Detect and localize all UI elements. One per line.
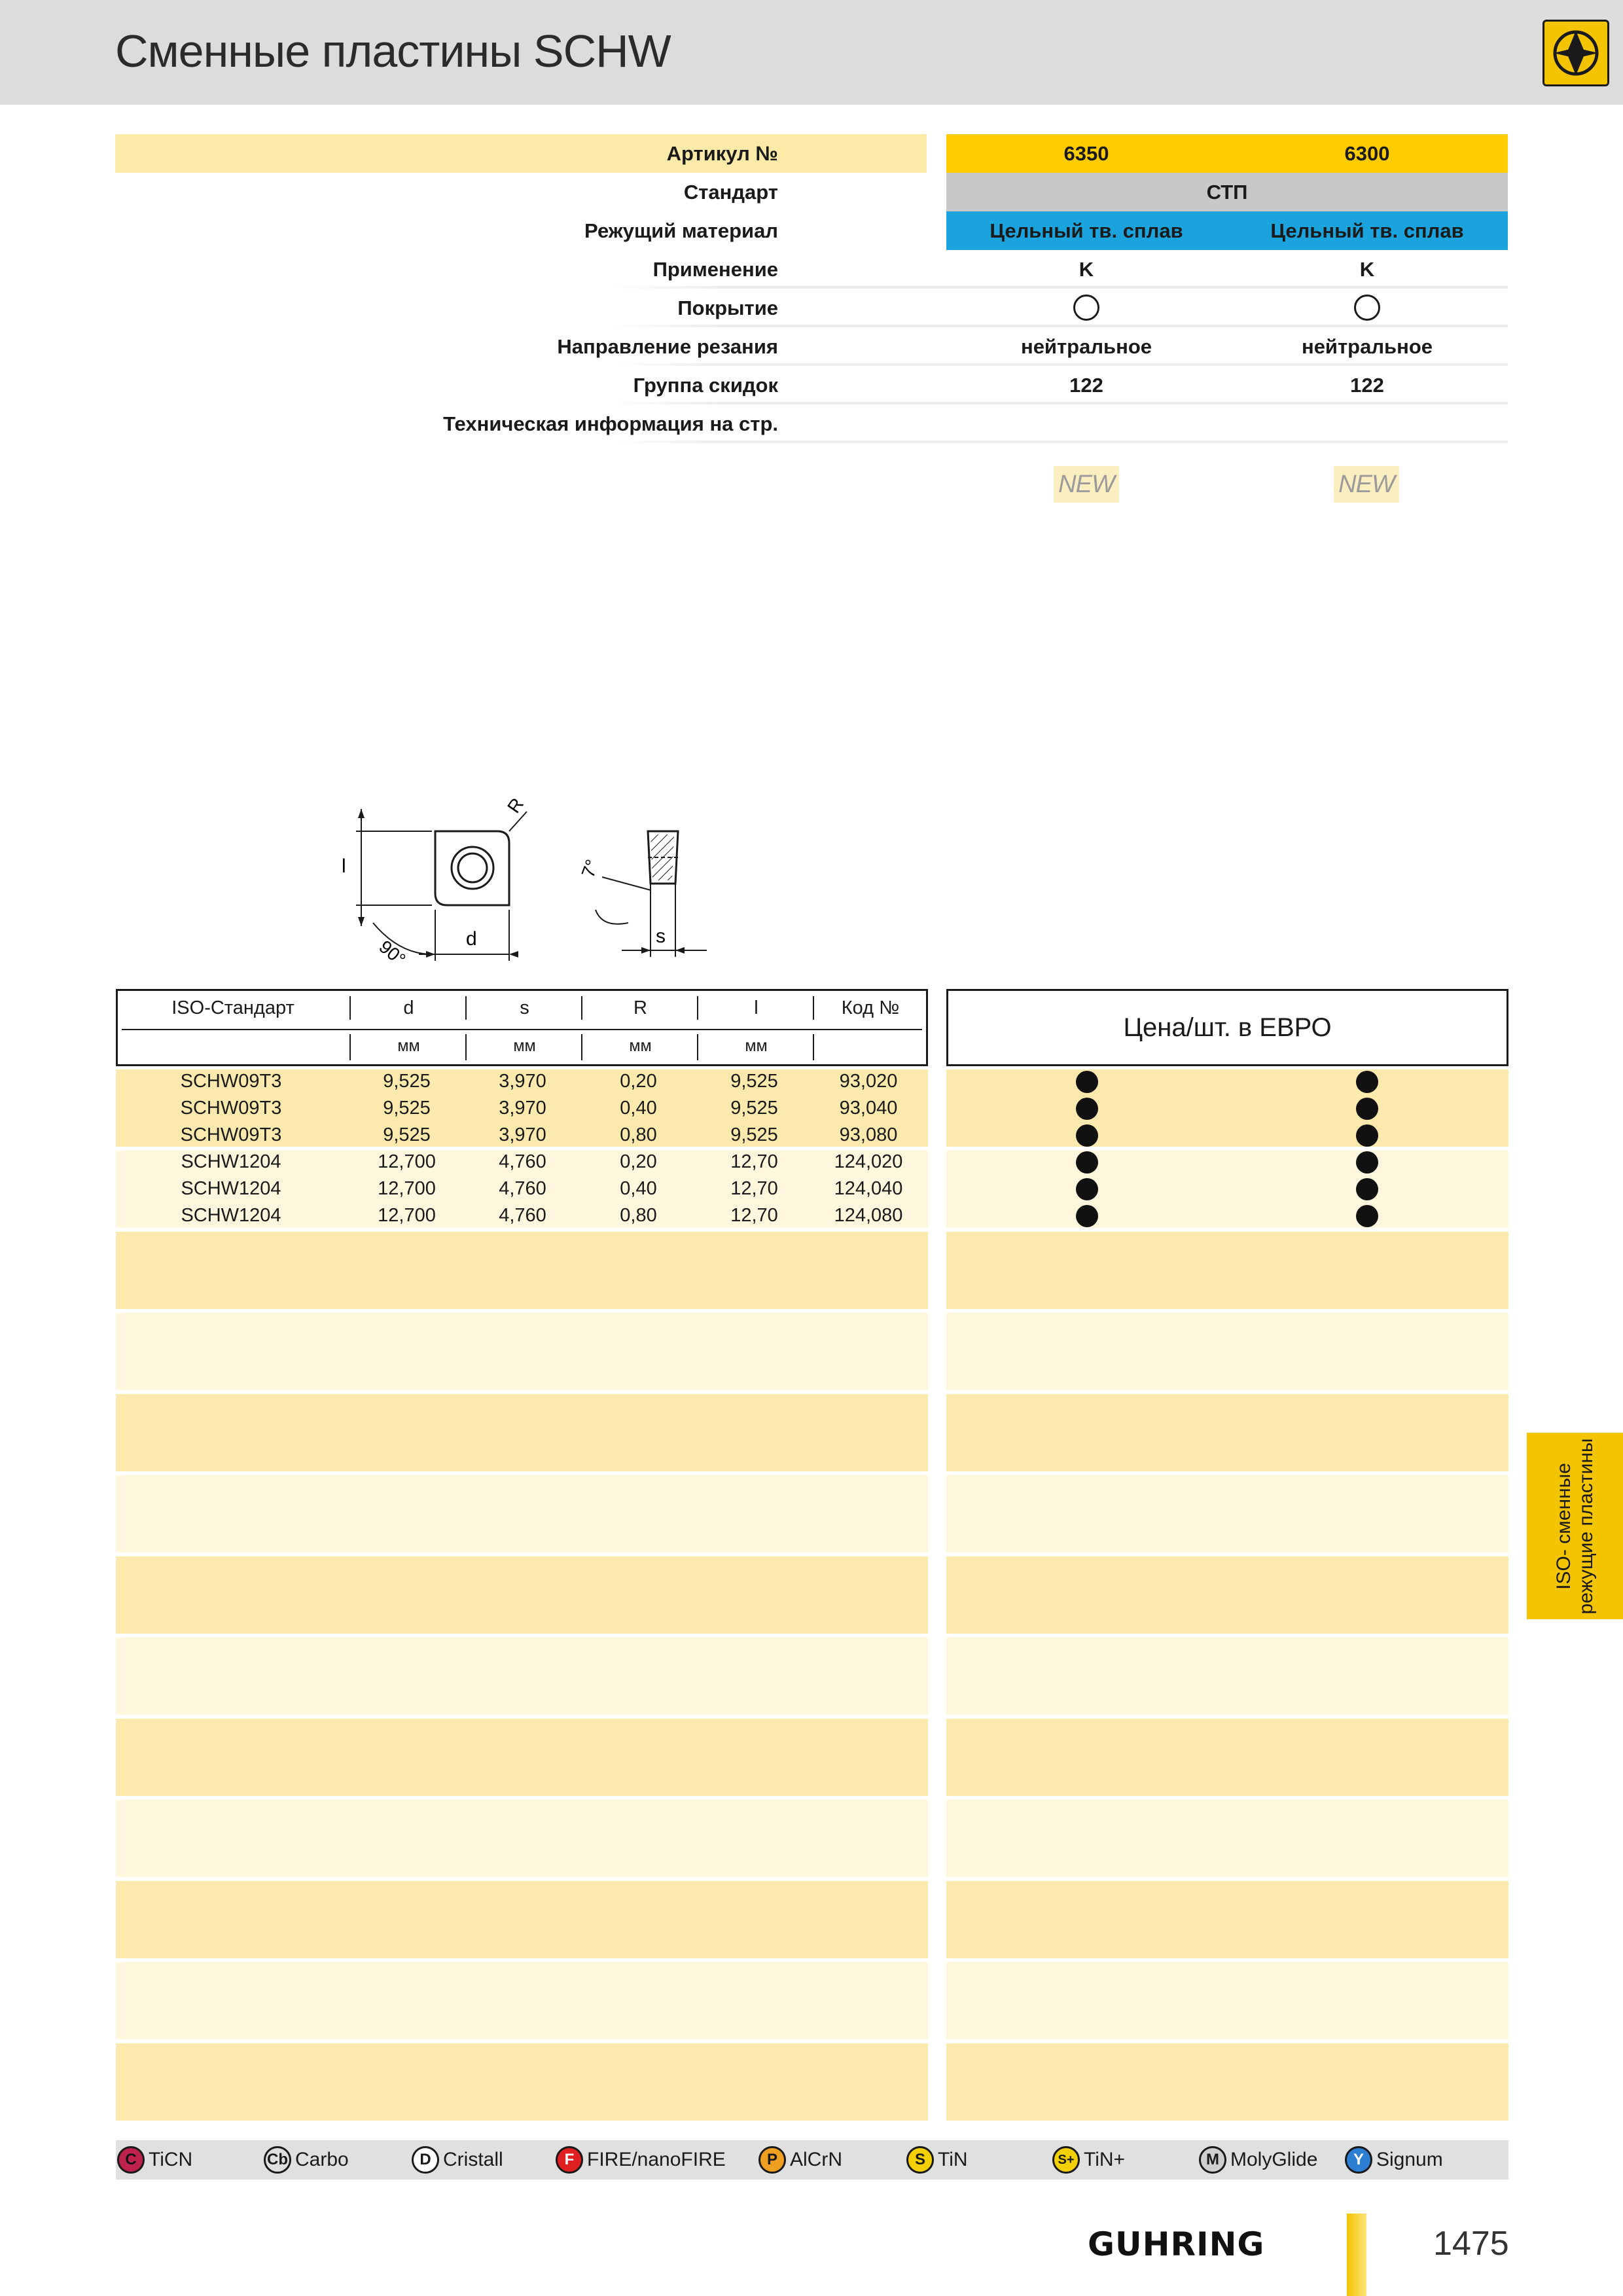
cell-l: 12,70 bbox=[730, 1178, 778, 1199]
cell-l: 9,525 bbox=[730, 1071, 778, 1092]
new-badge: NEW bbox=[1334, 466, 1399, 503]
legend-item-fire bbox=[556, 2140, 726, 2179]
cell-d: 9,525 bbox=[383, 1124, 431, 1145]
coating-d-icon: D bbox=[412, 2146, 439, 2174]
legend-item-signum bbox=[1345, 2140, 1443, 2179]
col-header-s: s bbox=[520, 997, 529, 1018]
col-header-code: Код № bbox=[841, 997, 900, 1018]
cell-code: 93,020 bbox=[839, 1071, 898, 1092]
unit-r: мм bbox=[629, 1037, 652, 1055]
page-number: 1475 bbox=[1433, 2225, 1509, 2263]
legend-label: MolyGlide bbox=[1230, 2149, 1318, 2170]
unit-s: мм bbox=[513, 1037, 536, 1055]
article-value-b: 6300 bbox=[1344, 142, 1390, 165]
direction-value-a: нейтральное bbox=[1020, 335, 1152, 358]
standard-value: СТП bbox=[1206, 181, 1248, 204]
legend-label: Signum bbox=[1376, 2149, 1443, 2170]
available-dot-icon bbox=[1356, 1098, 1378, 1120]
cell-s: 4,760 bbox=[499, 1151, 546, 1172]
attr-row-article bbox=[115, 134, 1508, 173]
cell-d: 9,525 bbox=[383, 1071, 431, 1092]
legend-label: TiN+ bbox=[1084, 2149, 1126, 2170]
table-row bbox=[116, 1095, 1508, 1122]
attr-row-standard bbox=[115, 173, 1508, 211]
available-dot-icon bbox=[1356, 1178, 1378, 1200]
material-value-a: Цельный тв. сплав bbox=[990, 219, 1183, 242]
legend-item-ticn bbox=[117, 2140, 192, 2179]
side-tab-line1: ISO- сменные bbox=[1552, 1462, 1575, 1590]
available-dot-icon bbox=[1356, 1151, 1378, 1174]
page-header bbox=[0, 0, 1623, 105]
col-header-d: d bbox=[403, 997, 414, 1018]
dim-label-d: d bbox=[466, 928, 477, 950]
attr-row-discount-group bbox=[115, 366, 1508, 404]
attr-row-coating bbox=[115, 289, 1508, 327]
direction-value-b: нейтральное bbox=[1301, 335, 1433, 358]
coating-c-icon: C bbox=[117, 2146, 145, 2174]
coating-p-icon: P bbox=[758, 2146, 786, 2174]
table-row bbox=[116, 1175, 1508, 1202]
attr-row-tech-info bbox=[115, 404, 1508, 443]
cell-code: 93,080 bbox=[839, 1124, 898, 1145]
attr-label: Покрытие bbox=[677, 296, 778, 319]
price-header: Цена/шт. в ЕВРО bbox=[946, 989, 1508, 1066]
cell-code: 124,020 bbox=[834, 1151, 903, 1172]
legend-label: AlCrN bbox=[790, 2149, 842, 2170]
legend-label: Cristall bbox=[443, 2149, 503, 2170]
attr-label: Режущий материал bbox=[584, 219, 778, 242]
dim-label-s: s bbox=[656, 925, 666, 947]
coating-y-icon: Y bbox=[1345, 2146, 1372, 2174]
cell-l: 12,70 bbox=[730, 1205, 778, 1226]
footer-accent-bar bbox=[1347, 2214, 1366, 2296]
legend-label: TiN bbox=[938, 2149, 968, 2170]
available-dot-icon bbox=[1356, 1124, 1378, 1147]
cell-r: 0,20 bbox=[620, 1071, 657, 1092]
available-dot-icon bbox=[1076, 1205, 1098, 1227]
attr-row-application bbox=[115, 250, 1508, 289]
guhring-logo-icon bbox=[1543, 20, 1609, 86]
col-header-l: l bbox=[754, 997, 758, 1018]
cell-iso: SCHW1204 bbox=[181, 1151, 281, 1172]
available-dot-icon bbox=[1076, 1098, 1098, 1120]
legend-item-molyglide bbox=[1199, 2140, 1317, 2179]
available-dot-icon bbox=[1076, 1178, 1098, 1200]
coating-f-icon: F bbox=[556, 2146, 583, 2174]
available-dot-icon bbox=[1076, 1151, 1098, 1174]
legend-label: TiCN bbox=[149, 2149, 193, 2170]
attr-label: Артикул № bbox=[666, 142, 778, 165]
available-dot-icon bbox=[1076, 1124, 1098, 1147]
cell-r: 0,80 bbox=[620, 1205, 657, 1226]
cell-s: 3,970 bbox=[499, 1098, 546, 1119]
cell-r: 0,40 bbox=[620, 1178, 657, 1199]
coatings-legend bbox=[116, 2140, 1508, 2179]
cell-code: 124,080 bbox=[834, 1205, 903, 1226]
cell-s: 3,970 bbox=[499, 1124, 546, 1145]
cell-l: 12,70 bbox=[730, 1151, 778, 1172]
dim-label-90: 90° bbox=[375, 936, 410, 970]
insert-side-view bbox=[596, 831, 707, 957]
cell-iso: SCHW1204 bbox=[181, 1205, 281, 1226]
coating-s-icon: S bbox=[906, 2146, 934, 2174]
uncoated-circle-icon bbox=[1354, 295, 1380, 321]
legend-item-tin bbox=[906, 2140, 968, 2179]
cell-d: 12,700 bbox=[378, 1178, 436, 1199]
dim-label-l: l bbox=[342, 855, 346, 877]
table-row bbox=[116, 1122, 1508, 1149]
col-header-iso: ISO-Стандарт bbox=[171, 997, 294, 1018]
cell-l: 9,525 bbox=[730, 1124, 778, 1145]
cell-iso: SCHW09T3 bbox=[180, 1071, 282, 1092]
new-badge: NEW bbox=[1054, 466, 1119, 503]
attr-label: Техническая информация на стр. bbox=[443, 412, 778, 435]
side-tab-line2: режущие пластины bbox=[1575, 1438, 1597, 1614]
attr-label: Направление резания bbox=[557, 335, 778, 358]
cell-code: 93,040 bbox=[839, 1098, 898, 1119]
application-value-b: K bbox=[1359, 258, 1375, 281]
coating-m-icon: M bbox=[1199, 2146, 1226, 2174]
attr-label: Применение bbox=[652, 258, 778, 281]
discount-value-b: 122 bbox=[1350, 374, 1384, 397]
available-dot-icon bbox=[1356, 1205, 1378, 1227]
application-value-a: K bbox=[1079, 258, 1094, 281]
cell-d: 12,700 bbox=[378, 1151, 436, 1172]
page-title: Сменные пластины SCHW bbox=[115, 26, 671, 77]
cell-r: 0,40 bbox=[620, 1098, 657, 1119]
dim-label-7: 7° bbox=[577, 857, 603, 880]
legend-item-cristall bbox=[412, 2140, 503, 2179]
legend-label: Carbo bbox=[295, 2149, 349, 2170]
insert-top-view bbox=[356, 809, 527, 961]
available-dot-icon bbox=[1076, 1071, 1098, 1093]
dim-label-r: R bbox=[503, 794, 528, 817]
unit-d: мм bbox=[397, 1037, 420, 1055]
legend-item-alcrn bbox=[758, 2140, 842, 2179]
col-header-r: R bbox=[633, 997, 647, 1018]
unit-l: мм bbox=[745, 1037, 768, 1055]
cell-d: 12,700 bbox=[378, 1205, 436, 1226]
legend-item-tin-plus bbox=[1052, 2140, 1125, 2179]
table-row bbox=[116, 1149, 1508, 1175]
cell-r: 0,80 bbox=[620, 1124, 657, 1145]
coating-cb-icon: Cb bbox=[264, 2146, 291, 2174]
brand-logo: GUHRING bbox=[1088, 2225, 1265, 2263]
coating-s-plus-icon: S+ bbox=[1052, 2146, 1080, 2174]
cell-d: 9,525 bbox=[383, 1098, 431, 1119]
cell-code: 124,040 bbox=[834, 1178, 903, 1199]
table-header bbox=[116, 989, 928, 1066]
cell-iso: SCHW1204 bbox=[181, 1178, 281, 1199]
legend-label: FIRE/nanoFIRE bbox=[587, 2149, 726, 2170]
material-value-b: Цельный тв. сплав bbox=[1270, 219, 1464, 242]
cell-r: 0,20 bbox=[620, 1151, 657, 1172]
article-value-a: 6350 bbox=[1063, 142, 1109, 165]
cell-s: 3,970 bbox=[499, 1071, 546, 1092]
discount-value-a: 122 bbox=[1069, 374, 1103, 397]
attr-label: Группа скидок bbox=[633, 374, 778, 397]
section-side-tab[interactable] bbox=[1527, 1433, 1623, 1619]
table-row bbox=[116, 1202, 1508, 1229]
uncoated-circle-icon bbox=[1073, 295, 1099, 321]
attr-row-cut-direction bbox=[115, 327, 1508, 366]
cell-s: 4,760 bbox=[499, 1178, 546, 1199]
insert-drawing bbox=[327, 785, 733, 982]
cell-l: 9,525 bbox=[730, 1098, 778, 1119]
cell-iso: SCHW09T3 bbox=[180, 1098, 282, 1119]
legend-item-carbo bbox=[264, 2140, 349, 2179]
table-row bbox=[116, 1068, 1508, 1095]
cell-s: 4,760 bbox=[499, 1205, 546, 1226]
attr-row-material bbox=[115, 211, 1508, 250]
cell-iso: SCHW09T3 bbox=[180, 1124, 282, 1145]
available-dot-icon bbox=[1356, 1071, 1378, 1093]
attr-label: Стандарт bbox=[683, 181, 778, 204]
